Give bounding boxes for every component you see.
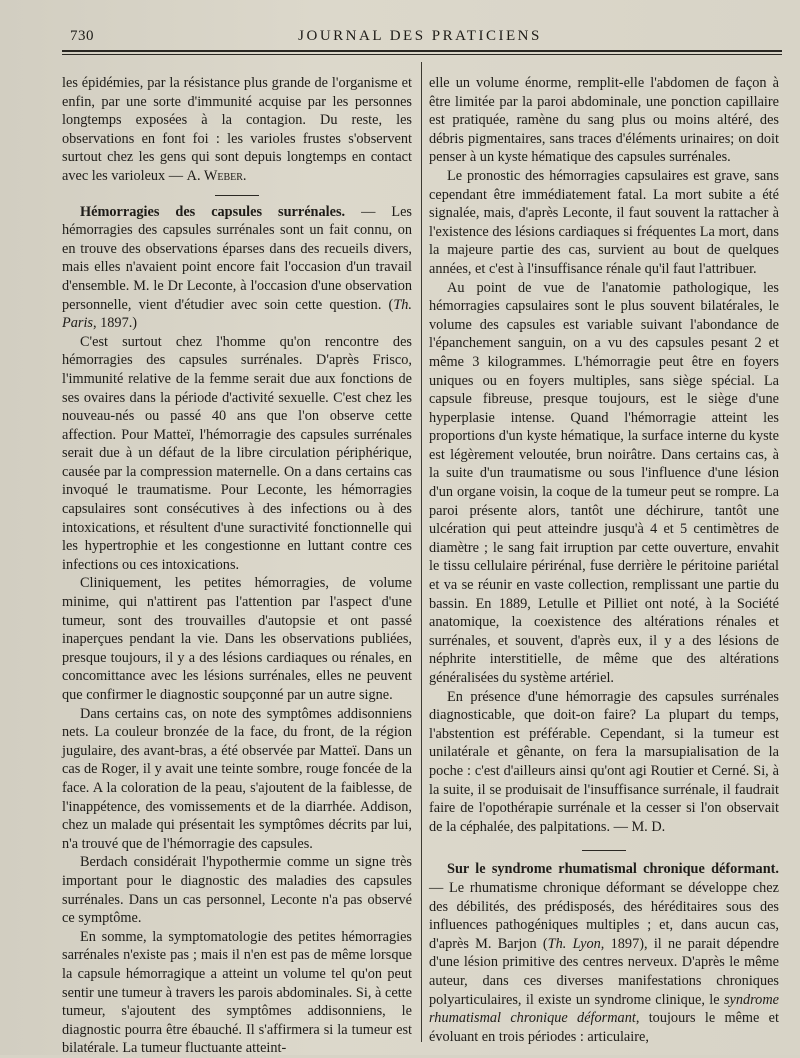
column-divider [421,62,422,1042]
header-rule-thin [62,54,782,55]
section-title-hemorragies: Hémorragies des capsules surrénales. [80,203,346,220]
paragraph: Au point de vue de l'anatomie pathologique, les hémorragies capsulaires sont le plus souvent bilatérales, le volume des capsules est variable suivant l'abondance de l'épanchement sanguin, on a vu des capsules pesant 2 et même 3 kilogrammes. L'hémorragie peut être en foyers uniques ou en foyers multiples, sans siège spécial. La capsule fibreuse, presque toujours, est le siège d'une hyperplasie intense. Quand l'hémorragie atteint les proportions d'un kyste hématique, la surface interne du kyste est légèrement veloutée, brun noirâtre. Dans certains cas, à la suite d'un traumatisme ou sous l'influence d'une lésion d'un organe voisin, la coque de la tumeur peut se rompre. La paroi présente alors, tantôt une déchirure, tantôt une ulcération qui peut atteindre jusqu'à 4 et 5 centimètres de diamètre ; le sang fait irruption par cette ouverture, envahit le tissu cellulaire périrénal, fuse derrière le péritoine pariétal et va se réunir en vaste collection, remplissant une partie du bassin. En 1889, Letulle et Pilliet ont noté, à la Société anatomique, la coexistence des altérations rénales et surrénales, et souvent, d'après eux, il y a des lésions de néphrite interstitielle, de même que des altérations généralisées du système artériel. [429,279,779,686]
paragraph: Le pronostic des hémorragies capsulaires est grave, sans cependant être immédiatement fatal. La mort subite a été signalée, mais, d'après Leconte, il faut souvent la rattacher à l'existence des lésions cardiaques si fréquentes La mort, dans la majeure partie des cas, survient au bout de quelques années, et c'est à l'insuffisance rénale qu'il faut l'attribuer. [429,167,779,277]
paragraph-text: , 1897.) [92,315,138,332]
section-separator [215,195,259,196]
paragraph: C'est surtout chez l'homme qu'on rencontre des hémorragies des capsules surrénales. D'après Frisco, l'immunité relative de la femme serait due aux fonctions de ses ovaires dans la période d'activité sexuelle. C'est chez les nouveau-nés ou passé 40 ans que l'on observe cette affection. Pour Matteï, l'hémorragie des capsules surrénales serait due à un défaut de la libre circulation périphérique, causée par la compression maternelle. On a dans certains cas invoqué le traumatisme. Pour Leconte, les hémorragies capsulaires sont consécutives à des infections ou à des intoxications, et résultent d'une suractivité fonctionnelle qui les hypertrophie et les congestionne en luttant contre ces infections ou ces intoxications. [62,333,412,573]
page-header [62,22,778,48]
left-column [62,74,412,1058]
paragraph-text: les épidémies, par la résistance plus grande de l'organisme et enfin, par une sorte d'immunité acquise par les personnes longtemps exposées à la contagion. Du reste, les observations en font foi : les varioles frustes s'observent surtout chez les gens qui sont depuis longtemps en contact avec les varioleux — [62,75,412,184]
journal-title: JOURNAL DES PRATICIENS [298,28,542,44]
citation: Th. Lyon [547,935,601,952]
paragraph: elle un volume énorme, remplit-elle l'abdomen de façon à être limitée par la paroi abdominale, une ponction capillaire est pratiquée, ramène du sang plus ou moins altéré, des débris pigmentaires, sans traces d'éléments urinaires; on doit penser à un kyste hématique des capsules surrénales. [429,75,779,166]
paragraph: Dans certains cas, on note des symptômes addisonniens nets. La couleur bronzée de la face, du front, de la région jugulaire, des avant-bras, a été observée par Matteï. Dans un cas de Roger, il y avait une teinte sombre, rouge foncée de la face. A la coloration de la peau, s'ajoutent de la faiblesse, de l'inappétence, des vomissements et de la diarrhée. Addison, chez un malade qui présentait les symptômes décrits par lui, n'a trouvé que de l'hémorragie des capsules. [62,705,412,852]
left-paragraph-continued [62,74,412,186]
author-signature: A. Weber. [186,167,247,184]
section-separator [582,850,626,851]
paragraph: En présence d'une hémorragie des capsules surrénales diagnosticable, que doit-on faire? La plupart du temps, l'abstention est préférable. Cependant, si la tumeur est unilatérale et gênante, on fera la marsupialisation de la poche : c'est d'ailleurs ainsi qu'ont agi Routier et Cerné. Si, à la suite, il se produisait de l'insuffisance surrénale, il faudrait faire de l'opothérapie surrénale et la cesser si l'on observait de la céphalée, des palpitations. — M. D. [429,688,779,835]
paragraph: En somme, la symptomatologie des petites hémorragies sarrénales n'existe pas ; mais il n'en est pas de même lorsque la capsule hémorragique a atteint un volume tel qu'on peut sentir une tumeur à travers les parois abdominales. Si, à cette tumeur, s'ajoutent des symptômes addisonniens, le diagnostic pourra être ébauché. Il s'affirmera si la tumeur est bilatérale. La tumeur fluctuante atteint- [62,928,412,1057]
paragraph: Berdach considérait l'hypothermie comme un signe très important pour le diagnostic des maladies des capsules surrénales. Dans un cas personnel, Leconte n'a pas observé ce symptôme. [62,854,412,927]
paragraph-text: — Les hémorragies des capsules surrénales sont un fait connu, on en trouve des observations éparses dans des recueils divers, mais elles n'avaient point encore fait l'occasion d'un travail d'ensemble. M. le Dr Leconte, à l'occasion d'une observation personnelle, vient d'étudier avec soin cette question. ( [62,203,412,313]
section-intro-paragraph [429,860,779,1046]
paragraph: Cliniquement, les petites hémorragies, de volume minime, qui n'attirent pas l'attention par l'aspect d'une tumeur, sont des trouvailles d'autopsie et ont passé inaperçues pendant la vie. Dans les observations publiées, presque toujours, il y a des lésions cardiaques ou rénales, en concomittance avec les lésions surrénales, elles ne peuvent que confirmer le diagnostic soupçonné par un autre signe. [62,575,412,703]
section-title-rhumatisme: Sur le syndrome rhumatismal chronique déformant. [447,861,779,878]
emphasis-term: syndrome rhumatismal chronique déformant [429,991,779,1027]
paragraph-text: , toujours le même et évoluant en trois périodes : articulaire, [429,1010,779,1045]
page-number: 730 [70,28,94,44]
citation: Th. Paris [62,296,412,332]
header-rule [62,50,782,52]
paragraph-text: — Le rhumatisme chronique déformant se développe chez des débilités, des prédisposés, des héréditaires sous des influences pathogéniques multiples ; et, dans aucun cas, d'après M. Barjon ( [429,879,779,952]
section-intro-paragraph [62,203,412,333]
right-column [429,74,779,1046]
paragraph-text: , 1897), il ne parait dépendre d'une lésion primitive des centres nerveux. D'après le même auteur, dans ces diverses manifestations chroniques polyarticulaires, il existe un syndrome clinique, le [429,935,780,1008]
